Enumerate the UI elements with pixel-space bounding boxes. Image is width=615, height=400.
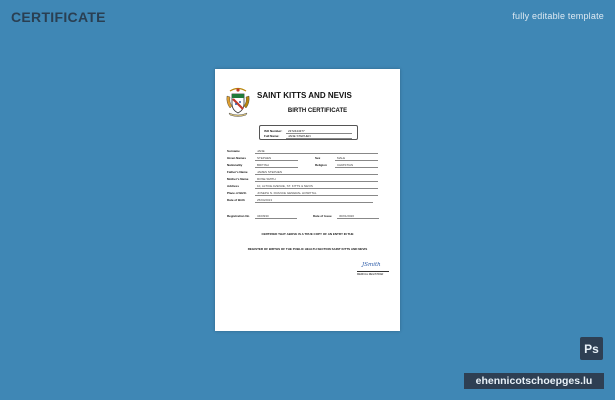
field-label: Religion bbox=[315, 163, 327, 167]
field-religion bbox=[315, 163, 379, 168]
id-label: ISO Number: bbox=[264, 129, 283, 133]
field-value: JANE bbox=[257, 149, 265, 153]
field-date-of-birth bbox=[227, 198, 382, 203]
divider bbox=[335, 160, 378, 161]
field-address bbox=[227, 184, 382, 189]
certification-statement: CERTIFIED THAT ABOVE IS A TRUE COPY OF AN ENTRY IN THE bbox=[261, 232, 354, 236]
field-label: Registration No bbox=[227, 214, 250, 218]
field-value: 10, ALTICE AVENUE, ST. KITTS & NEVIS bbox=[257, 184, 313, 188]
field-label: Mother's Name bbox=[227, 177, 249, 181]
website-watermark: ehennicotschoepges.lu bbox=[464, 373, 604, 389]
id-value: JANE STEPHEN bbox=[288, 134, 311, 138]
page-subtitle: fully editable template bbox=[512, 11, 604, 21]
divider bbox=[255, 153, 378, 154]
field-fathers-name bbox=[227, 170, 382, 175]
field-mothers-name bbox=[227, 177, 382, 182]
divider bbox=[286, 138, 352, 139]
field-label: Nationality bbox=[227, 163, 243, 167]
field-label: Given Names bbox=[227, 156, 247, 160]
signature: JSmith bbox=[362, 262, 381, 268]
divider bbox=[255, 167, 298, 168]
field-date-of-issue bbox=[313, 214, 383, 219]
divider bbox=[335, 167, 378, 168]
field-label: Surname bbox=[227, 149, 240, 153]
certificate-type: BIRTH CERTIFICATE bbox=[287, 108, 348, 114]
field-label: Place of Birth bbox=[227, 191, 247, 195]
field-label: Sex bbox=[315, 156, 321, 160]
field-value: JAMES STEPHEN bbox=[257, 170, 283, 174]
field-given-names bbox=[227, 156, 301, 161]
photoshop-icon: Ps bbox=[580, 337, 603, 360]
divider bbox=[255, 181, 378, 182]
field-label: Date of Issue bbox=[313, 214, 332, 218]
id-label: Full Name: bbox=[264, 134, 280, 138]
field-value: ROSE SMITH bbox=[257, 177, 276, 181]
divider bbox=[255, 218, 297, 219]
field-value: BRITISH bbox=[257, 163, 269, 167]
id-value: 2372444377 bbox=[288, 129, 305, 133]
field-value: CHRISTIAN bbox=[337, 163, 354, 167]
field-sex bbox=[315, 156, 379, 161]
divider bbox=[255, 188, 378, 189]
register-statement: REGISTER OF BIRTHS OF THE PUBLIC HEALTH SECTION SAINT KITTS AND NEVIS bbox=[247, 247, 368, 251]
field-nationality bbox=[227, 163, 301, 168]
divider bbox=[255, 174, 378, 175]
field-registration-no bbox=[227, 214, 299, 219]
id-box bbox=[259, 125, 358, 140]
field-value: 3403930 bbox=[257, 214, 269, 218]
field-label: Date of Birth bbox=[227, 198, 245, 202]
field-label: Address bbox=[227, 184, 240, 188]
field-value: 25/04/2013 bbox=[257, 198, 273, 202]
field-value: MALE bbox=[337, 156, 346, 160]
page-title: CERTIFICATE bbox=[11, 9, 106, 25]
field-value: STEPHEN bbox=[257, 156, 272, 160]
certificate-document bbox=[215, 69, 400, 331]
divider bbox=[337, 218, 379, 219]
divider bbox=[255, 195, 378, 196]
field-value: JOSEPH N. FRANCE GENERAL HOSPITAL bbox=[257, 191, 317, 195]
field-place-of-birth bbox=[227, 191, 382, 196]
signature-line bbox=[357, 271, 389, 272]
signatory-title: MEDICAL REGISTRAR bbox=[357, 273, 384, 276]
field-label: Father's Name bbox=[227, 170, 248, 174]
certificate-country: SAINT KITTS AND NEVIS bbox=[257, 91, 352, 100]
field-value: 30/01/2020 bbox=[339, 214, 355, 218]
divider bbox=[255, 160, 298, 161]
divider bbox=[255, 202, 373, 203]
field-surname bbox=[227, 149, 382, 154]
